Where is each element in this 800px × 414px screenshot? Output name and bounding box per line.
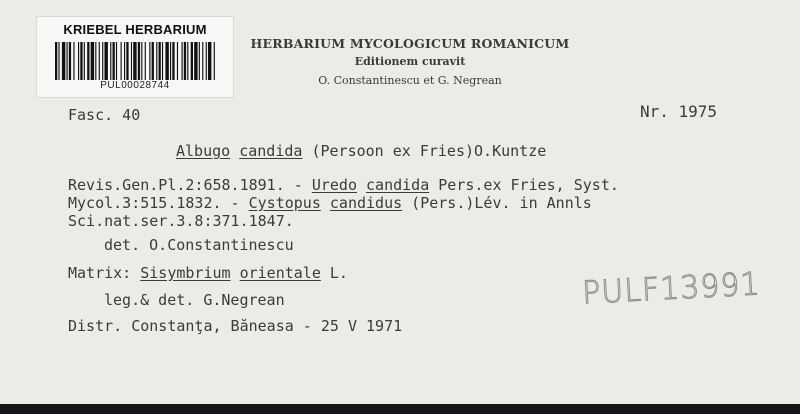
species-author: (Persoon ex Fries)O.Kuntze	[302, 142, 547, 160]
species-epithet: candida	[239, 142, 303, 160]
collector: leg.& det. G.Negrean	[104, 291, 285, 309]
exsiccata-number: Nr. 1975	[640, 102, 718, 121]
series-title: HERBARIUM MYCOLOGICUM ROMANICUM	[250, 36, 570, 51]
synonym-epithet-2: candidus	[329, 194, 403, 212]
series-subtitle: Editionem curavit	[354, 55, 466, 68]
herbarium-name: KRIEBEL HERBARIUM	[63, 22, 207, 37]
host-epithet: orientale	[239, 264, 321, 282]
determiner: det. O.Constantinescu	[104, 236, 294, 254]
scan-edge	[0, 404, 800, 414]
locality-date: Distr. Constanţa, Băneasa - 25 V 1971	[68, 317, 403, 335]
barcode-number: PUL00028744	[100, 80, 170, 91]
barcode-sticker	[36, 16, 234, 98]
synonym-epithet-1: candida	[366, 176, 430, 194]
synonym-genus-2: Cystopus	[248, 194, 321, 212]
synonym-genus-1: Uredo	[311, 176, 357, 194]
revision-ref: Revis.Gen.Pl.2:658.1891. -	[68, 176, 312, 194]
synonym-author-2: (Pers.)Lév. in Annls	[402, 194, 592, 212]
matrix-label: Matrix:	[68, 264, 141, 282]
species-name	[176, 142, 546, 160]
journal-citation: Sci.nat.ser.3.8:371.1847.	[68, 212, 294, 230]
synonym-author-1: Pers.ex Fries, Syst.	[429, 176, 619, 194]
handwritten-accession-text: PULF13991	[581, 265, 762, 312]
series-editors: O. Constantinescu et G. Negrean	[318, 74, 502, 87]
host-matrix	[68, 264, 348, 282]
host-author: L.	[320, 264, 348, 282]
host-genus: Sisymbrium	[140, 264, 231, 282]
species-genus: Albugo	[176, 142, 231, 160]
revision-citation	[68, 176, 619, 194]
mycol-ref: Mycol.3:515.1832. -	[68, 194, 249, 212]
fascicle-number: Fasc. 40	[68, 106, 141, 124]
mycol-citation	[68, 194, 592, 212]
barcode-bars	[55, 42, 215, 80]
handwritten-accession-number	[580, 262, 762, 312]
